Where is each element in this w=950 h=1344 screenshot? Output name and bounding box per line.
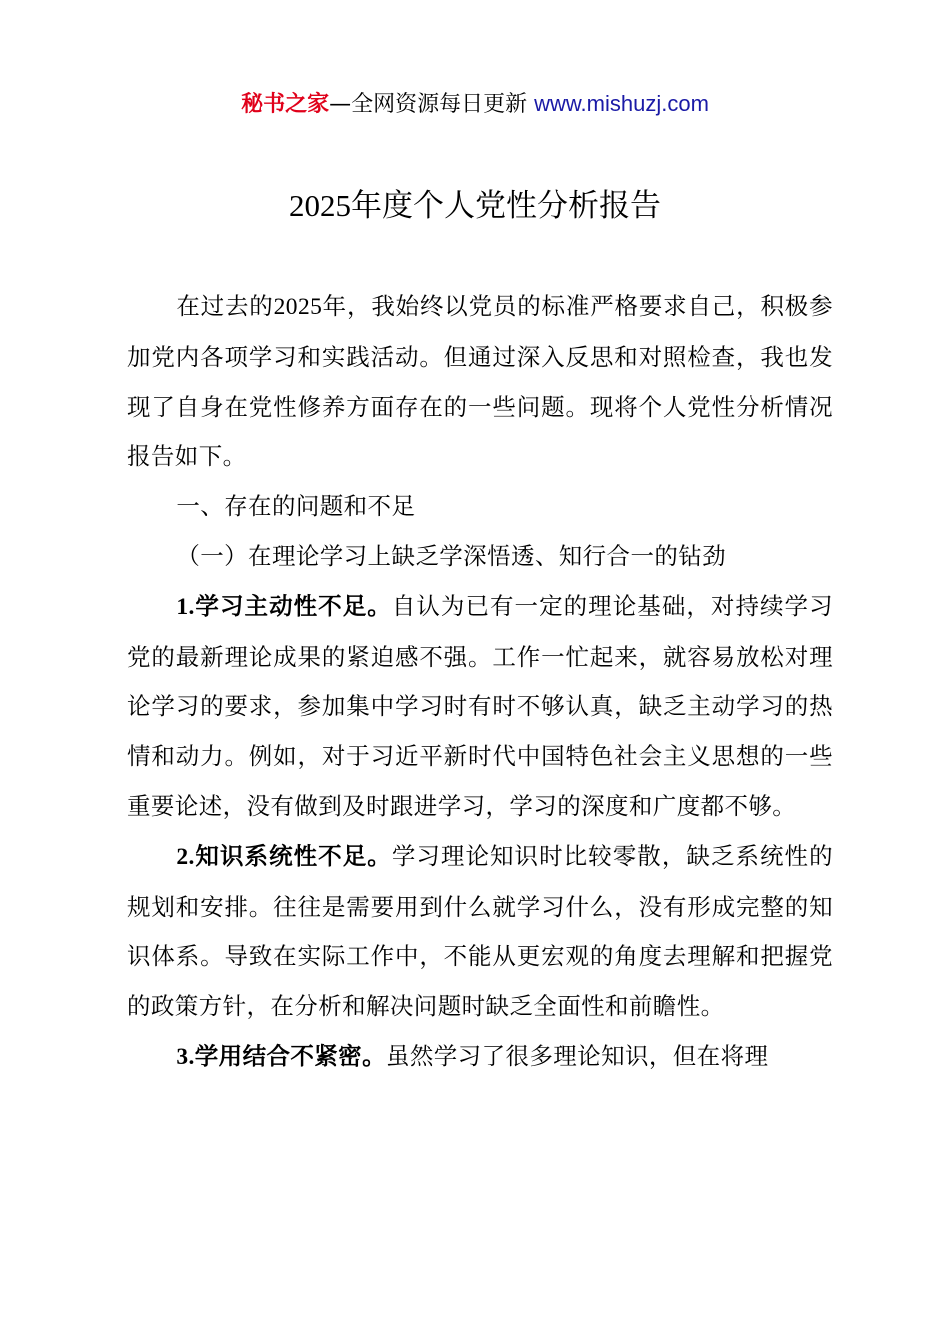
point-paragraph-1 <box>127 582 833 832</box>
document-title <box>0 184 950 228</box>
point-lead-1 <box>176 592 391 620</box>
intro-year: 2025 <box>273 294 323 320</box>
point-paragraph-3 <box>127 1032 833 1083</box>
point-paragraph-2 <box>127 832 833 1032</box>
header-tagline: —全网资源每日更新 <box>329 92 528 117</box>
point-text-2: 学习理论知识时比较零散，缺乏系统性的规划和安排。往往是需要用到什么就学习什么，没有形成完整的知识体系。导致在实际工作中，不能从更宏观的角度去理解和把握党的政策方针，在分析和解决问题时缺乏全面性和前瞻性。 <box>127 841 834 1021</box>
point-lead-2 <box>176 842 391 870</box>
point-number-2: 2. <box>176 843 195 870</box>
subsection-heading: （一）在理论学习上缺乏学深悟透、知行合一的钻劲 <box>176 541 727 570</box>
title-year: 2025 <box>289 188 351 223</box>
point-number-1: 1. <box>176 593 195 620</box>
point-text-3: 虽然学习了很多理论知识，但在将理 <box>385 1041 769 1070</box>
point-text-1: 自认为已有一定的理论基础，对持续学习党的最新理论成果的紧迫感不强。工作一忙起来，就容易放松对理论学习的要求，参加集中学习时有时不够认真，缺乏主动学习的热情和动力。例如，对于习近平新时代中国特色社会主义思想的一些重要论述，没有做到及时跟进学习，学习的深度和广度都不够。 <box>127 591 834 820</box>
site-url-link[interactable]: www.mishuzj.com <box>534 91 709 116</box>
intro-after-year: 年，我始终以党员的标准严格要求自己，积极参加党内各项学习和实践活动。但通过深入反思和对照检查，我也发现了自身在党性修养方面存在的一些问题。现将个人党性分析情况报告如下。 <box>127 292 833 471</box>
section-heading: 一、存在的问题和不足 <box>176 492 416 521</box>
document-body <box>127 282 833 1083</box>
point-lead-3 <box>176 1042 386 1070</box>
point-lead-text-3: 学用结合不紧密。 <box>194 1041 386 1070</box>
point-lead-text-2: 知识系统性不足。 <box>194 841 392 870</box>
point-number-3: 3. <box>176 1043 195 1070</box>
intro-paragraph <box>127 282 833 482</box>
intro-before-year: 在过去的 <box>176 292 274 320</box>
title-text: 年度个人党性分析报告 <box>351 188 661 224</box>
point-lead-text-1: 学习主动性不足。 <box>194 591 392 620</box>
brand-name: 秘书之家 <box>241 92 330 117</box>
site-header <box>0 88 950 121</box>
